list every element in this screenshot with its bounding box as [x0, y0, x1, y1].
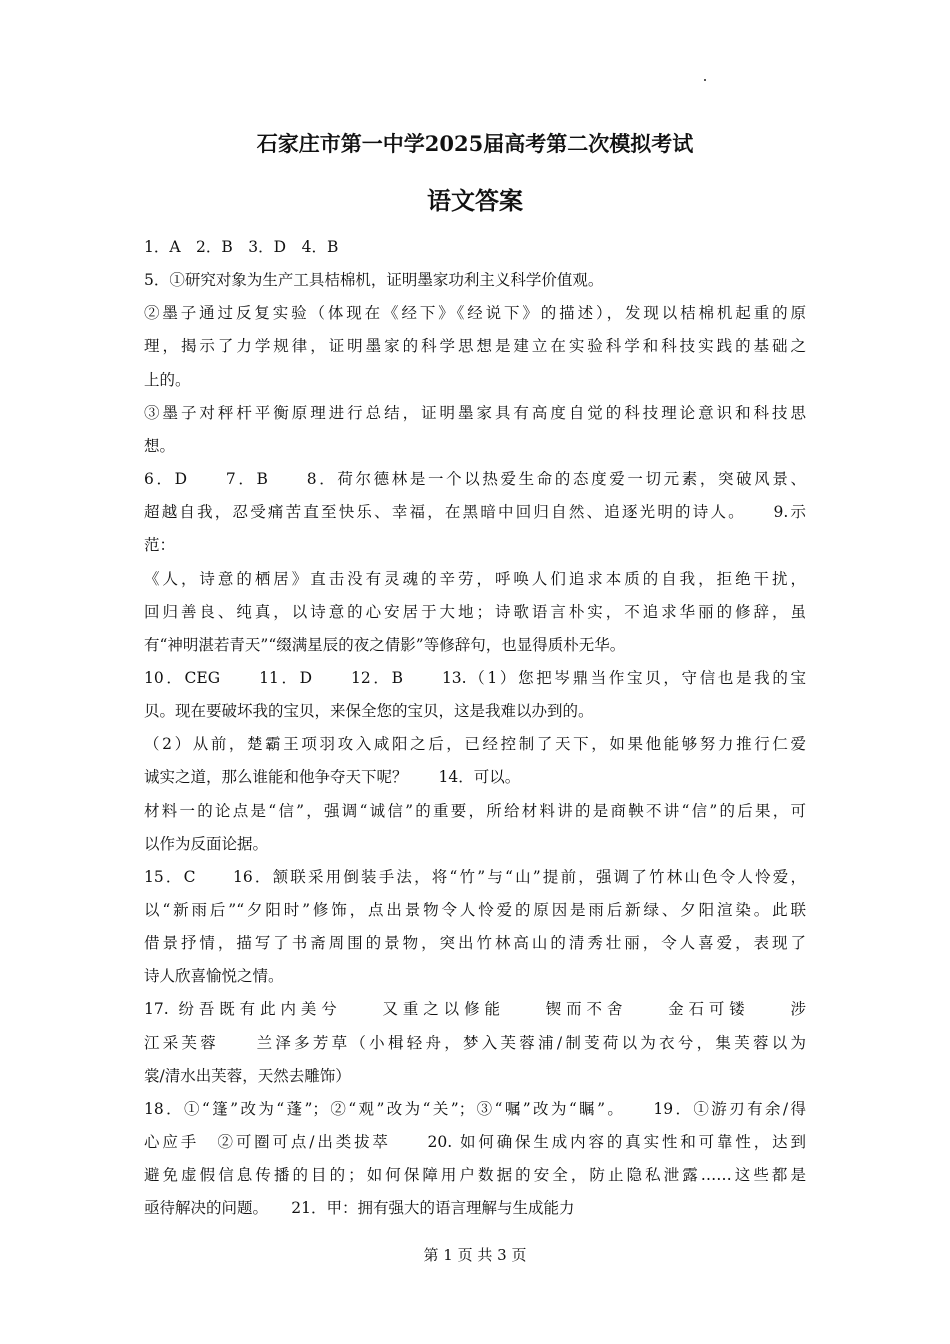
answer-line: 避免虚假信息传播的目的；如何保障用户数据的安全，防止隐私泄露……这些都是: [144, 1166, 806, 1185]
answer-line: 上的。: [144, 370, 191, 389]
answer-line: 心应手 ②可圈可点/出类拔萃 20. 如何确保生成内容的真实性和可靠性，达到: [144, 1133, 806, 1152]
answer-line: 以“新雨后”“夕阳时”修饰，点出景物令人怜爱的原因是雨后新绿、夕阳渲染。此联: [144, 901, 806, 919]
answer-line: 诗人欣喜愉悦之情。: [144, 967, 284, 986]
answer-line: ②墨子通过反复实验（体现在《经下》《经说下》的描述），发现以桔棉机起重的原: [144, 304, 806, 323]
answer-line: 借景抒情，描写了书斋周围的景物，突出竹林高山的清秀壮丽，令人喜爱，表现了: [144, 934, 806, 953]
answer-line: 江采芙蓉 兰泽多芳草（小楫轻舟，梦入芙蓉浦/制芰荷以为衣兮，集芙蓉以为: [144, 1033, 806, 1052]
answer-line: 18．①“篷”改为“蓬”；②“观”改为“关”；③“嘱”改为“瞩”。 19．①游刃有余/得: [144, 1099, 806, 1118]
answer-line: 贝。现在要破坏我的宝贝，来保全您的宝贝，这是我难以办到的。: [144, 702, 594, 721]
answer-line: 6．D 7．B 8．荷尔德林是一个以热爱生命的态度爱一切元素，突破风景、: [144, 470, 806, 489]
answer-line: 理，揭示了力学规律，证明墨家的科学思想是建立在实验科学和科技实践的基础之: [144, 337, 806, 356]
answer-line: 以作为反面论据。: [144, 834, 269, 853]
answer-line: 17. 纷吾既有此内美兮 又重之以修能 锲而不舍 金石可镂 涉: [144, 1000, 806, 1019]
answer-line: 范：: [144, 536, 176, 555]
answer-line: 回归善良、纯真，以诗意的心安居于大地；诗歌语言朴实，不追求华丽的修辞，虽: [144, 602, 806, 621]
answer-line: （2）从前，楚霸王项羽攻入咸阳之后，已经控制了天下，如果他能够努力推行仁爱: [144, 735, 806, 754]
answer-line: ③墨子对秤杆平衡原理进行总结，证明墨家具有高度自觉的科技理论意识和科技思: [144, 403, 806, 422]
answer-line: 想。: [144, 436, 176, 455]
answer-line: 15．C 16．颔联采用倒装手法，将“竹”与“山”提前，强调了竹林山色令人怜爱，: [144, 867, 806, 886]
answer-line: 1．A 2．B 3．D 4．B: [144, 238, 339, 256]
answer-line: 10．CEG 11．D 12．B 13.（1）您把岑鼎当作宝贝，守信也是我的宝: [144, 668, 806, 687]
scan-dot: [704, 79, 706, 81]
answer-line: 裳/清水出芙蓉，天然去雕饰）: [144, 1066, 351, 1085]
document-title: 石家庄市第一中学2025届高考第二次模拟考试: [256, 131, 694, 156]
answer-line: 超越自我，忍受痛苦直至快乐、幸福，在黑暗中回归自然、追逐光明的诗人。 9.示: [144, 503, 806, 522]
answer-line: 5．①研究对象为生产工具桔棉机，证明墨家功利主义科学价值观。: [144, 271, 604, 290]
answer-line: 材料一的论点是“信”，强调“诚信”的重要，所给材料讲的是商鞅不讲“信”的后果，可: [144, 801, 806, 820]
answer-line: 《人，诗意的栖居》直击没有灵魂的辛劳，呼唤人们追求本质的自我，拒绝干扰，: [144, 569, 806, 588]
answer-line: 有“神明湛若青天”“缀满星辰的夜之倩影”等修辞句，也显得质朴无华。: [144, 635, 626, 654]
page-footer: 第 1 页 共 3 页: [423, 1246, 527, 1264]
answer-line: 诚实之道，那么谁能和他争夺天下呢？ 14．可以。: [144, 768, 521, 787]
document-subtitle: 语文答案: [427, 186, 523, 215]
answer-line: 亟待解决的问题。 21．甲：拥有强大的语言理解与生成能力: [144, 1199, 575, 1218]
